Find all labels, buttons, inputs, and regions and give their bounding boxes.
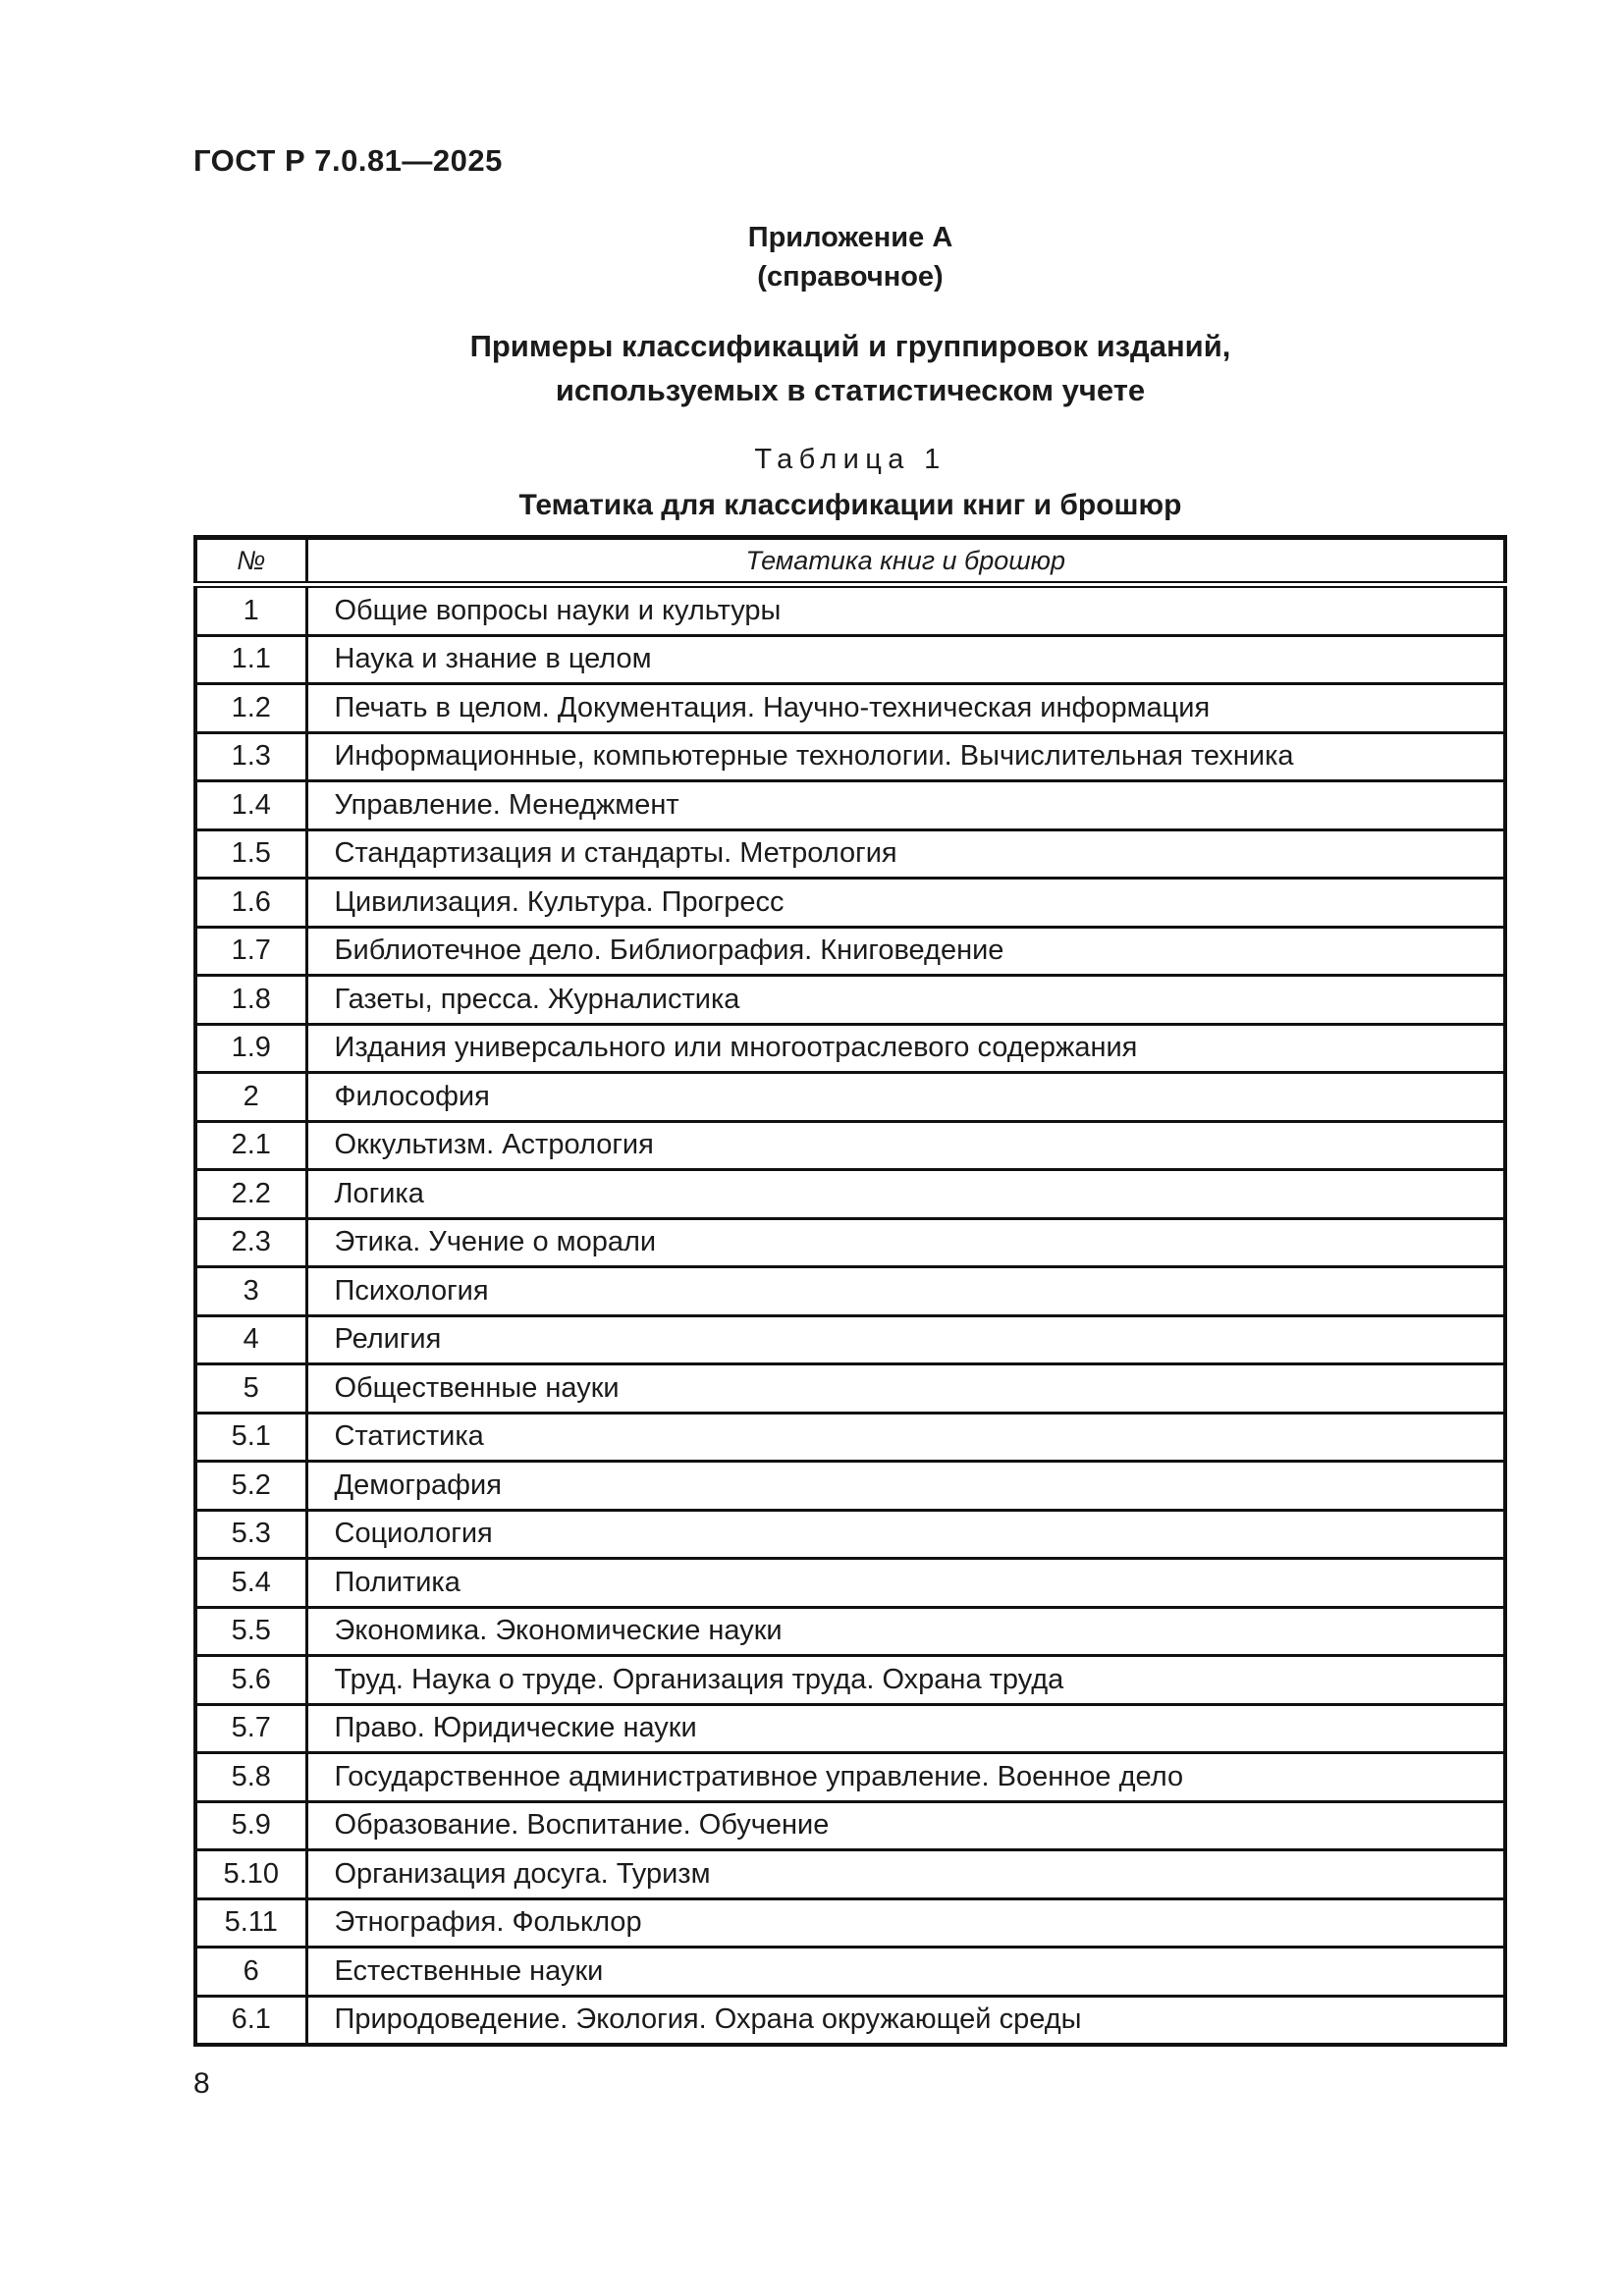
standard-code: ГОСТ Р 7.0.81—2025	[193, 143, 503, 178]
row-topic: Экономика. Экономические науки	[306, 1607, 1505, 1656]
table-row	[195, 732, 1505, 781]
row-topic: Религия	[306, 1315, 1505, 1364]
page-number: 8	[193, 2067, 210, 2100]
table-header-row	[195, 538, 1505, 585]
row-number: 2.2	[195, 1170, 306, 1219]
row-topic: Психология	[306, 1267, 1505, 1316]
row-number: 4	[195, 1315, 306, 1364]
row-number: 2	[195, 1073, 306, 1122]
row-topic: Философия	[306, 1073, 1505, 1122]
row-number: 3	[195, 1267, 306, 1316]
row-topic: Издания универсального или многоотраслевого содержания	[306, 1024, 1505, 1073]
row-number: 2.1	[195, 1121, 306, 1170]
row-number: 1.5	[195, 829, 306, 879]
appendix-label: Приложение А	[747, 222, 953, 253]
row-number: 5.9	[195, 1801, 306, 1850]
table-row	[195, 1121, 1505, 1170]
row-topic: Право. Юридические науки	[306, 1704, 1505, 1753]
row-number: 1.8	[195, 976, 306, 1025]
document-title-line2: используемых в статистическом учете	[555, 373, 1146, 407]
row-number: 5.4	[195, 1559, 306, 1608]
table-row	[195, 635, 1505, 684]
table-row	[195, 585, 1505, 636]
table-row	[195, 781, 1505, 830]
row-number: 5.5	[195, 1607, 306, 1656]
table-row	[195, 1607, 1505, 1656]
table-row	[195, 1559, 1505, 1608]
table-row	[195, 1218, 1505, 1267]
row-topic: Цивилизация. Культура. Прогресс	[306, 879, 1505, 928]
table-row	[195, 1948, 1505, 1997]
row-topic: Печать в целом. Документация. Научно-техническая информация	[306, 684, 1505, 733]
table-row	[195, 1462, 1505, 1511]
row-topic: Государственное административное управление. Военное дело	[306, 1753, 1505, 1802]
row-topic: Естественные науки	[306, 1948, 1505, 1997]
row-topic: Общественные науки	[306, 1364, 1505, 1414]
row-number: 1.7	[195, 927, 306, 976]
row-topic: Управление. Менеджмент	[306, 781, 1505, 830]
topics-table	[193, 535, 1507, 2047]
column-header-topic: Тематика книг и брошюр	[306, 538, 1505, 585]
row-topic: Статистика	[306, 1413, 1505, 1462]
table-row	[195, 976, 1505, 1025]
row-number: 1.1	[195, 635, 306, 684]
row-topic: Этнография. Фольклор	[306, 1898, 1505, 1948]
row-number: 1.9	[195, 1024, 306, 1073]
table-row	[195, 1413, 1505, 1462]
column-header-number: №	[195, 538, 306, 585]
table-row	[195, 1801, 1505, 1850]
table-row	[195, 1170, 1505, 1219]
table-row	[195, 1073, 1505, 1122]
table-row	[195, 1704, 1505, 1753]
row-number: 5.11	[195, 1898, 306, 1948]
table-row	[195, 1510, 1505, 1559]
row-number: 1.4	[195, 781, 306, 830]
row-topic: Образование. Воспитание. Обучение	[306, 1801, 1505, 1850]
row-topic: Социология	[306, 1510, 1505, 1559]
table-row	[195, 1850, 1505, 1899]
row-topic: Стандартизация и стандарты. Метрология	[306, 829, 1505, 879]
row-number: 5.8	[195, 1753, 306, 1802]
row-topic: Труд. Наука о труде. Организация труда. Охрана труда	[306, 1656, 1505, 1705]
row-number: 5.1	[195, 1413, 306, 1462]
row-number: 6.1	[195, 1996, 306, 2045]
row-topic: Общие вопросы науки и культуры	[306, 585, 1505, 636]
row-number: 6	[195, 1948, 306, 1997]
row-topic: Логика	[306, 1170, 1505, 1219]
table-row	[195, 1753, 1505, 1802]
row-number: 1	[195, 585, 306, 636]
row-topic: Природоведение. Экология. Охрана окружающей среды	[306, 1996, 1505, 2045]
table-row	[195, 1267, 1505, 1316]
table-body	[195, 585, 1505, 2046]
table-row	[195, 1364, 1505, 1414]
row-number: 5.2	[195, 1462, 306, 1511]
row-topic: Газеты, пресса. Журналистика	[306, 976, 1505, 1025]
table-row	[195, 879, 1505, 928]
row-number: 1.2	[195, 684, 306, 733]
table-row	[195, 1656, 1505, 1705]
row-topic: Политика	[306, 1559, 1505, 1608]
table-caption: Таблица 1	[754, 444, 947, 475]
table-row	[195, 1315, 1505, 1364]
table-row	[195, 1024, 1505, 1073]
row-number: 2.3	[195, 1218, 306, 1267]
table-row	[195, 684, 1505, 733]
row-number: 5	[195, 1364, 306, 1414]
row-number: 5.6	[195, 1656, 306, 1705]
row-number: 5.3	[195, 1510, 306, 1559]
row-number: 1.3	[195, 732, 306, 781]
document-title	[193, 324, 1507, 412]
row-number: 5.7	[195, 1704, 306, 1753]
table-row	[195, 1996, 1505, 2045]
row-topic: Этика. Учение о морали	[306, 1218, 1505, 1267]
row-topic: Информационные, компьютерные технологии. Вычислительная техника	[306, 732, 1505, 781]
row-topic: Организация досуга. Туризм	[306, 1850, 1505, 1899]
table-row	[195, 1898, 1505, 1948]
row-topic: Демография	[306, 1462, 1505, 1511]
table-title: Тематика для классификации книг и брошюр	[518, 489, 1182, 521]
row-topic: Оккультизм. Астрология	[306, 1121, 1505, 1170]
document-title-line1: Примеры классификаций и группировок изданий,	[469, 329, 1231, 363]
table-row	[195, 927, 1505, 976]
row-topic: Наука и знание в целом	[306, 635, 1505, 684]
table-row	[195, 829, 1505, 879]
row-number: 1.6	[195, 879, 306, 928]
row-number: 5.10	[195, 1850, 306, 1899]
appendix-kind: (справочное)	[757, 261, 944, 293]
row-topic: Библиотечное дело. Библиография. Книговедение	[306, 927, 1505, 976]
